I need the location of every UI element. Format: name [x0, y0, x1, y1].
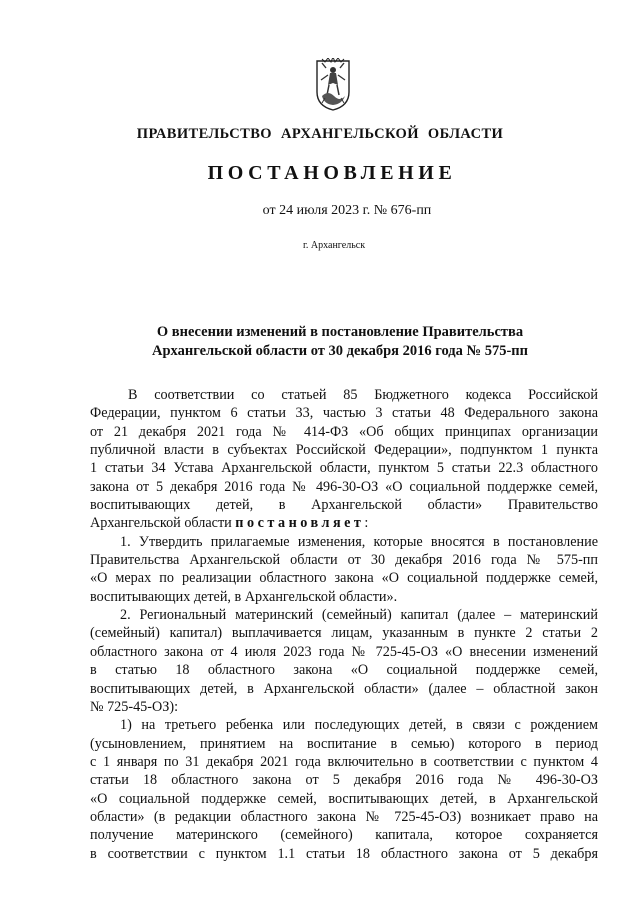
body-line: «О социальной поддержке семей, воспитывающих детей, в Архангельской [90, 790, 598, 807]
body-line: статьи 18 областного закона от 5 декабря 2016 года № 496-30-ОЗ [90, 772, 598, 789]
body-line: (семейный) капитал) выплачивается лицам, указанным в пункте 2 статьи 2 [90, 625, 598, 642]
body-line: области» (в редакции областного закона № 725-45-ОЗ) возникает право на [90, 808, 598, 825]
body-line: воспитывающих детей, в Архангельской области» Правительство [90, 497, 598, 514]
document-body [90, 386, 598, 863]
body-line: 1) на третьего ребенка или последующих детей, в связи с рождением [120, 717, 598, 734]
subject-line: О внесении изменений в постановление Правительства [156, 324, 524, 340]
body-line: от 21 декабря 2021 года № 414-ФЗ «Об общих принципах организации [90, 423, 598, 440]
body-line: в статью 18 областного закона «О социальной поддержке семей, [90, 662, 598, 679]
body-line: 1 статьи 34 Устава Архангельской области, пунктом 5 статьи 22.3 областного [90, 460, 598, 477]
body-line: В соответствии со статьей 85 Бюджетного кодекса Российской [128, 387, 598, 403]
body-line: в соответствии с пунктом 1.1 статьи 18 областного закона от 5 декабря [90, 845, 598, 862]
body-line: публичной власти в субъектах Российской Федерации», подпунктом 1 пункта [90, 442, 598, 459]
resolves-word: постановляет [235, 515, 365, 532]
body-line: получение материнского (семейного) капитала, которое сохраняется [90, 827, 598, 844]
body-line: 2. Региональный материнский (семейный) капитал (далее – материнский [120, 607, 598, 624]
document-city: г. Архангельск [302, 240, 366, 251]
body-line: «О мерах по реализации областного закона «О социальной поддержке семей, [90, 570, 598, 587]
body-line: воспитывающих детей, в Архангельской области». [90, 588, 398, 605]
body-line: с 1 января по 31 декабря 2021 года включительно в соответствии с пунктом 4 [90, 753, 598, 770]
body-line: (усыновлением, принятием на воспитание в семью) которого в период [90, 735, 598, 752]
document-date-number: от 24 июля 2023 г. № 676-пп [262, 203, 432, 218]
body-line [90, 514, 598, 532]
document-type: ПОСТАНОВЛЕНИЕ [207, 162, 457, 184]
body-line: закона от 5 декабря 2016 года № 496-30-ОЗ «О социальной поддержке семей, [90, 478, 598, 495]
body-line: воспитывающих детей, в Архангельской области» (далее – областной закон [90, 680, 598, 697]
body-line: Правительства Архангельской области от 30 декабря 2016 года № 575-пп [90, 552, 598, 569]
body-line: 1. Утвердить прилагаемые изменения, которые вносятся в постановление [120, 533, 598, 550]
body-line: Федерации, пунктом 6 статьи 33, частью 3 статьи 48 Федерального закона [90, 405, 598, 422]
body-line: № 725-45-ОЗ): [90, 698, 179, 715]
document-subject [120, 323, 560, 361]
government-name: ПРАВИТЕЛЬСТВО АРХАНГЕЛЬСКОЙ ОБЛАСТИ [136, 126, 504, 142]
body-text-fragment: : [364, 515, 369, 532]
subject-line: Архангельской области от 30 декабря 2016 года № 575-пп [152, 343, 528, 359]
coat-of-arms-icon [314, 58, 352, 112]
body-text-fragment: Архангельской области [90, 515, 232, 532]
body-line: областного закона от 4 июля 2023 года № 725-45-ОЗ «О внесении изменений [90, 643, 598, 660]
